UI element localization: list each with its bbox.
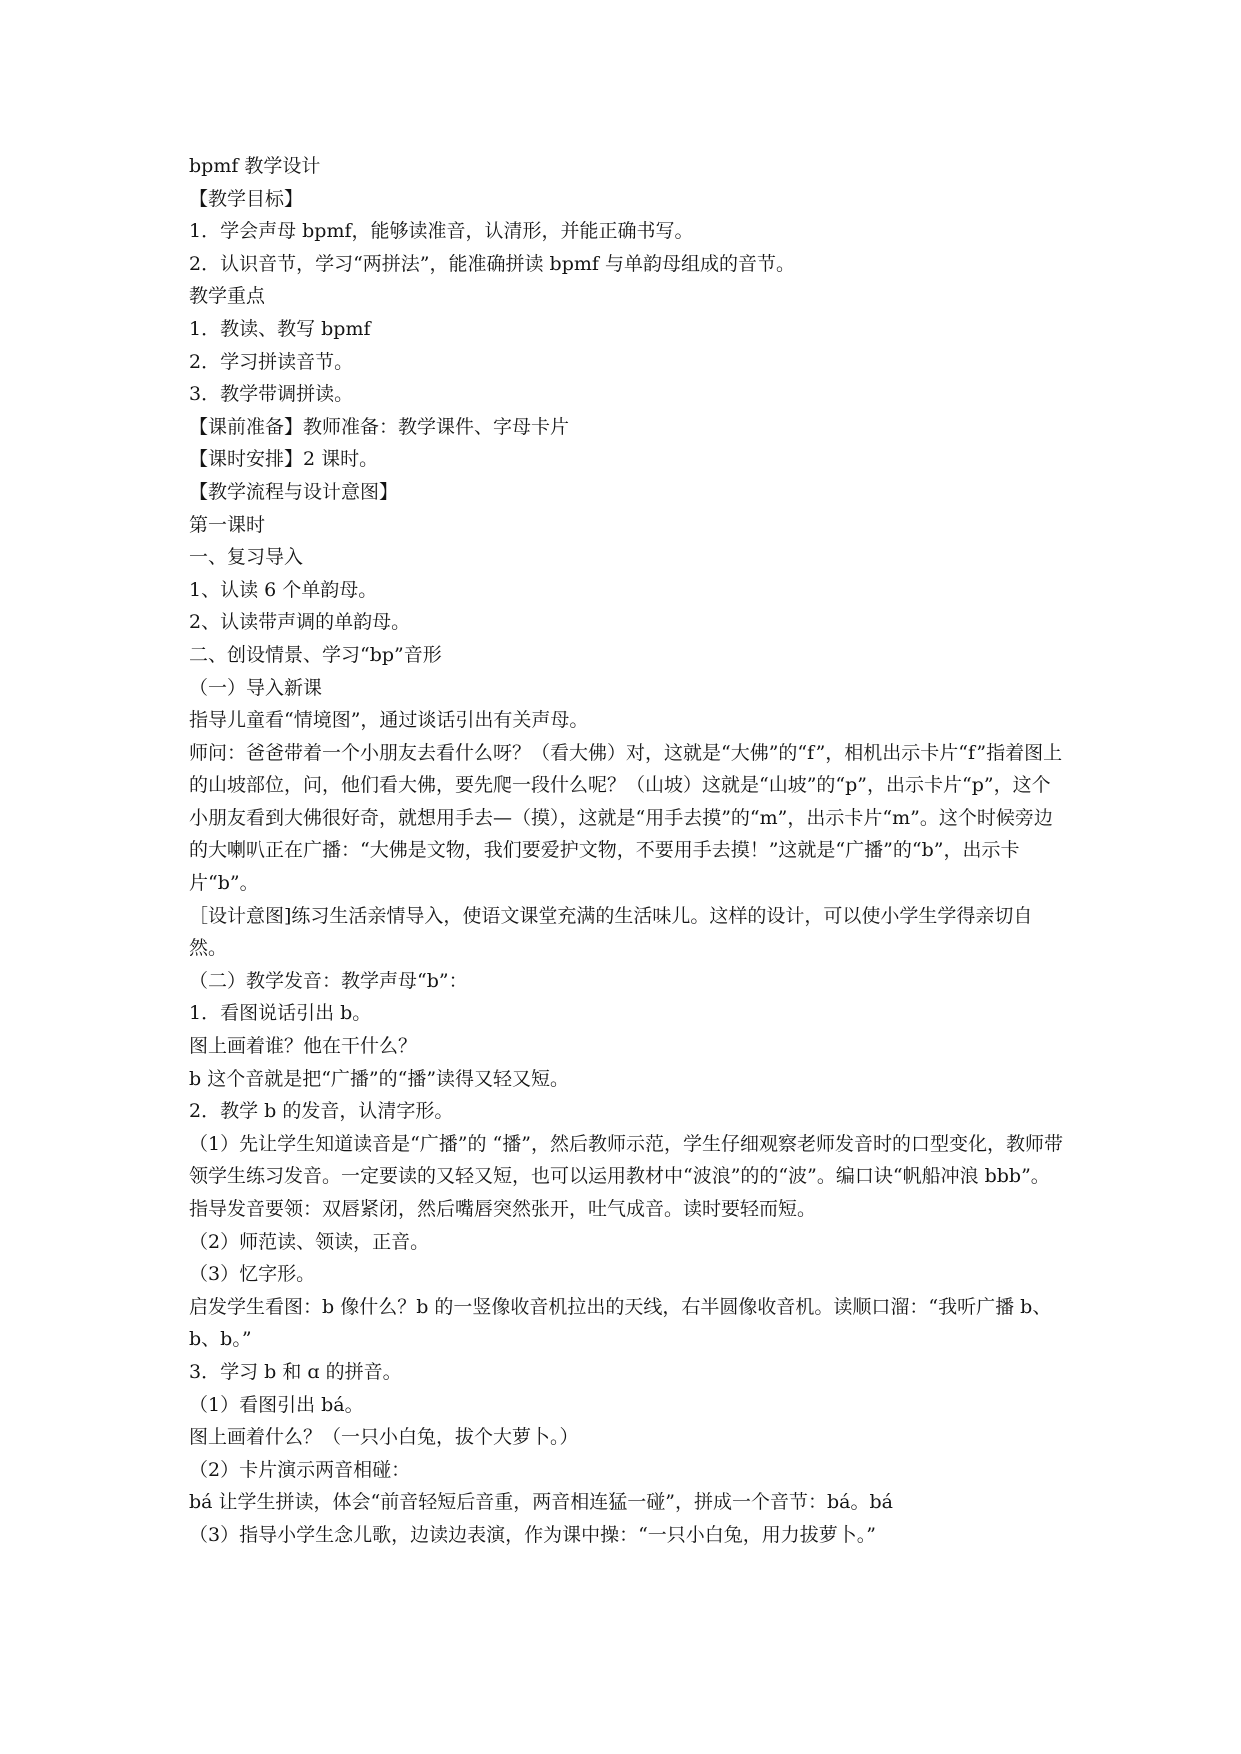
subsection-heading: （二）教学发音：教学声母“b”： bbox=[189, 969, 468, 992]
paragraph: 3．教学带调拼读。 bbox=[189, 383, 354, 406]
paragraph: 1．看图说话引出 b。 bbox=[189, 1002, 372, 1025]
paragraph: 【课时安排】2 课时。 bbox=[189, 448, 379, 471]
paragraph: 2．认识音节，学习“两拼法”，能准确拼读 bpmf 与单韵母组成的音节。 bbox=[189, 252, 795, 275]
paragraph: bá 让学生拼读，体会“前音轻短后音重，两音相连猛一碰”，拼成一个音节：bá。bá bbox=[189, 1491, 893, 1514]
section-heading: 一、复习导入 bbox=[189, 546, 304, 569]
paragraph: （3）指导小学生念儿歌，边读边表演，作为课中操：“一只小白兔，用力拔萝卜。” bbox=[189, 1523, 877, 1546]
document-title: bpmf 教学设计 bbox=[189, 155, 321, 177]
section-heading: 教学重点 bbox=[189, 285, 266, 308]
paragraph: 2．学习拼读音节。 bbox=[189, 350, 354, 373]
paragraph: 2．教学 b 的发音，认清字形。 bbox=[189, 1100, 454, 1123]
paragraph: 2、认读带声调的单韵母。 bbox=[189, 611, 411, 634]
paragraph: （2）卡片演示两音相碰： bbox=[189, 1458, 411, 1481]
paragraph: （1）先让学生知道读音是“广播”的 “播”，然后教师示范，学生仔细观察老师发音时的口型变化，教师带领学生练习发音。一定要读的又轻又短，也可以运用教材中“波浪”的的“波”。编口诀“帆船冲浪 bbb”。 bbox=[189, 1132, 1063, 1188]
paragraph: （3）忆字形。 bbox=[189, 1263, 316, 1286]
paragraph: 师问：爸爸带着一个小朋友去看什么呀？（看大佛）对，这就是“大佛”的“f”，相机出示卡片“f”指着图上的山坡部位，问，他们看大佛，要先爬一段什么呢？（山坡）这就是“山坡”的“p”，出示卡片“p”，这个小朋友看到大佛很好奇，就想用手去—（摸），这就是“用手去摸”的“m”，出示卡片“m”。这个时候旁边的大喇叭正在广播：“大佛是文物，我们要爱护文物，不要用手去摸！”这就是“广播”的“b”，出示卡片“b”。 bbox=[189, 741, 1063, 895]
section-heading: 第一课时 bbox=[189, 513, 266, 536]
paragraph: （1）看图引出 bá。 bbox=[189, 1393, 364, 1416]
document-body bbox=[189, 150, 1069, 1552]
paragraph: 3．学习 b 和 ɑ 的拼音。 bbox=[189, 1360, 402, 1383]
section-heading: 【教学目标】 bbox=[189, 187, 304, 210]
paragraph: 图上画着谁？他在干什么？ bbox=[189, 1035, 418, 1058]
paragraph: 【课前准备】教师准备：教学课件、字母卡片 bbox=[189, 415, 570, 438]
subsection-heading: （一）导入新课 bbox=[189, 676, 323, 699]
paragraph: 1、认读 6 个单韵母。 bbox=[189, 578, 378, 601]
paragraph: 指导发音要领：双唇紧闭，然后嘴唇突然张开，吐气成音。读时要轻而短。 bbox=[189, 1198, 817, 1220]
paragraph: ［设计意图]练习生活亲情导入，使语文课堂充满的生活味儿。这样的设计，可以使小学生学得亲切自然。 bbox=[189, 904, 1033, 960]
section-heading: 二、创设情景、学习“bp”音形 bbox=[189, 643, 442, 666]
section-heading: 【教学流程与设计意图】 bbox=[189, 480, 399, 503]
paragraph: （2）师范读、领读，正音。 bbox=[189, 1230, 430, 1253]
paragraph: 1．教读、教写 bpmf bbox=[189, 317, 371, 340]
paragraph: 启发学生看图：b 像什么？b 的一竖像收音机拉出的天线，右半圆像收音机。读顺口溜：“我听广播 b、b、b。” bbox=[189, 1295, 1052, 1351]
paragraph: 图上画着什么？（一只小白兔，拔个大萝卜。） bbox=[189, 1426, 579, 1449]
paragraph: b 这个音就是把“广播”的“播”读得又轻又短。 bbox=[189, 1067, 570, 1090]
paragraph: 指导儿童看“情境图”，通过谈话引出有关声母。 bbox=[189, 709, 589, 732]
paragraph: 1．学会声母 bpmf，能够读准音，认清形，并能正确书写。 bbox=[189, 220, 694, 243]
